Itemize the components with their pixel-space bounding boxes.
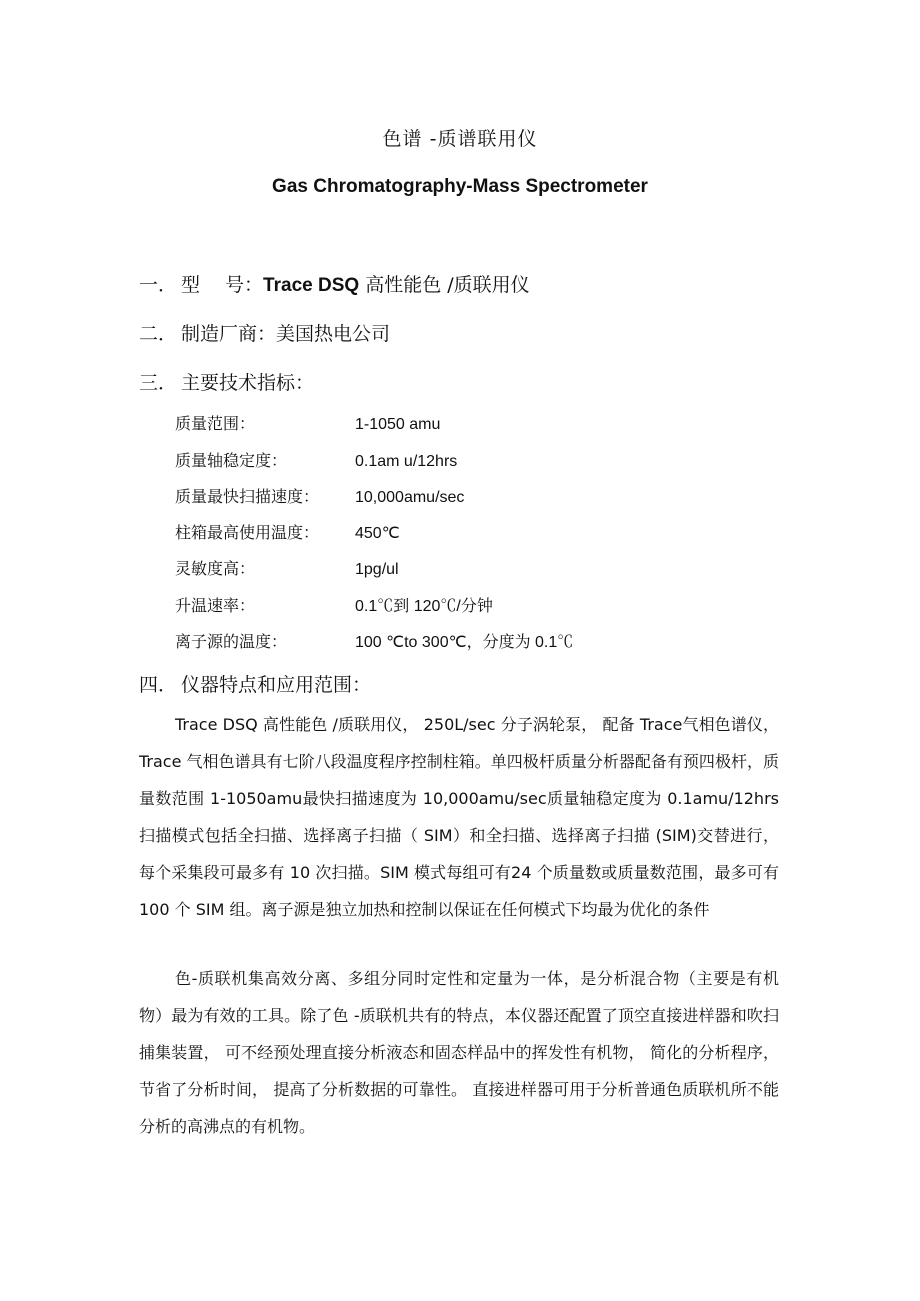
title-english: Gas Chromatography-Mass Spectrometer xyxy=(272,176,648,197)
section-label: 型 号： xyxy=(181,274,264,296)
spec-value: 100 ℃to 300℃，分度为 0.1℃ xyxy=(355,634,574,651)
features-paragraph-1: Trace DSQ 高性能色 /质联用仪， 250L/sec 分子涡轮泵， 配备 Trace气相色谱仪，Trace 气相色谱具有七阶八段温度程序控制柱箱。单四极杆质量分析器配备有预四极杆，质量数范围 1-1050amu最快扫描速度为 10,000amu/sec质量轴稳定度为 0.1amu/12hrs 扫描模式包括全扫描、选择离子扫描（ SIM）和全扫描、选择离子扫描 (SIM)交替进行， 每个采集段可最多有 10 次扫描。SIM 模式每组可有24 个质量数或质量数范围，最多可有 100 个 SIM 组。离子源是独立加热和控制以保证在任何模式下均最为优化的条件 xyxy=(139,715,779,919)
spec-label: 离子源的温度： xyxy=(175,632,288,651)
spec-value: 0.1℃到 120℃/分钟 xyxy=(355,598,493,615)
spec-row xyxy=(175,556,399,579)
section-model xyxy=(139,270,530,297)
spec-value: 1pg/ul xyxy=(355,561,399,578)
spec-label: 柱箱最高使用温度： xyxy=(175,523,320,542)
model-description: 高性能色 /质联用仪 xyxy=(365,274,530,296)
title-chinese: 色谱 -质谱联用仪 xyxy=(382,128,538,150)
section-number: 四． xyxy=(139,674,178,696)
spec-label: 灵敏度高： xyxy=(175,559,256,578)
section-manufacturer xyxy=(139,319,390,346)
spec-row xyxy=(175,593,493,616)
spec-value: 10,000amu/sec xyxy=(355,489,465,506)
section-number: 二． xyxy=(139,323,178,345)
section-features xyxy=(139,670,371,697)
spec-row xyxy=(175,629,573,652)
section-number: 三． xyxy=(139,372,178,394)
spec-label: 质量最快扫描速度： xyxy=(175,487,320,506)
section-label: 仪器特点和应用范围： xyxy=(181,674,372,696)
spec-label: 升温速率： xyxy=(175,596,256,615)
spec-row xyxy=(175,411,440,434)
features-paragraph-2: 色-质联机集高效分离、多组分同时定性和定量为一体，是分析混合物（主要是有机物）最为有效的工具。除了色 -质联机共有的特点，本仪器还配置了顶空直接进样器和吹扫捕集装置， 可不经预处理直接分析液态和固态样品中的挥发性有机物， 简化的分析程序， 节省了分析时间， 提高了分析数据的可靠性。 直接进样器可用于分析普通色质联机所不能分析的高沸点的有机物。 xyxy=(139,969,779,1136)
section-number: 一． xyxy=(139,274,178,296)
spec-label: 质量轴稳定度： xyxy=(175,451,288,470)
spec-label: 质量范围： xyxy=(175,414,256,433)
spec-row xyxy=(175,484,464,507)
spec-value: 450℃ xyxy=(355,525,400,542)
model-name: Trace DSQ xyxy=(263,275,360,296)
section-specs xyxy=(139,368,314,395)
section-label: 制造厂商：美国热电公司 xyxy=(181,323,391,345)
section-label: 主要技术指标： xyxy=(181,372,315,394)
spec-value: 1-1050 amu xyxy=(355,416,441,433)
spec-row xyxy=(175,448,457,471)
spec-row xyxy=(175,520,400,543)
spec-value: 0.1am u/12hrs xyxy=(355,453,458,470)
